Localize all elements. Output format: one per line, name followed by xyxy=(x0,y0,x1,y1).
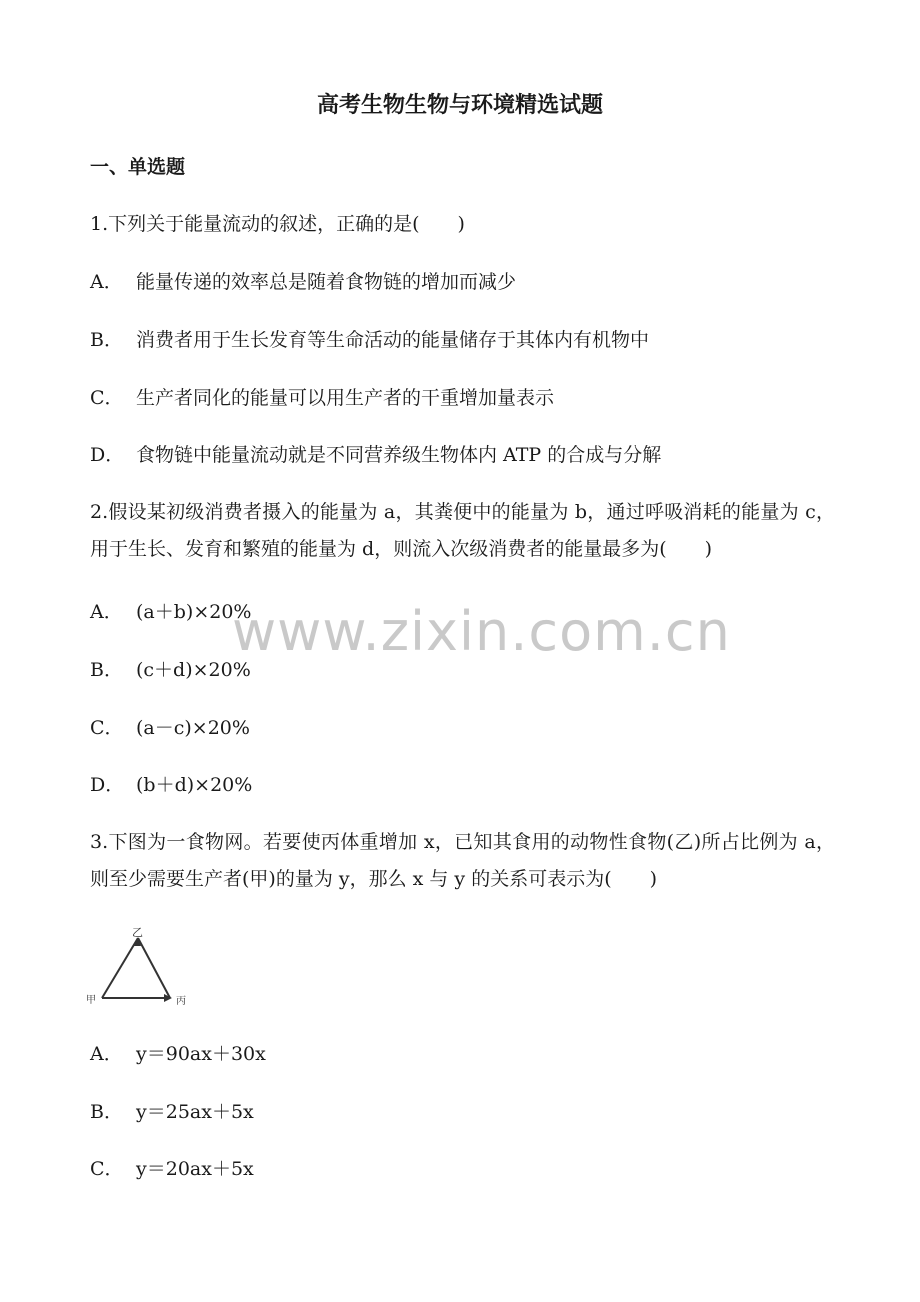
q2-option-a xyxy=(90,600,835,624)
q1-option-a xyxy=(90,270,835,294)
option-text: (c＋d)×20% xyxy=(136,659,251,681)
document-title: 高考生物生物与环境精选试题 xyxy=(316,93,603,118)
q3-option-c xyxy=(90,1157,835,1181)
q2-option-b xyxy=(90,658,835,682)
q2-option-d xyxy=(90,773,835,797)
node-label-left: 甲 xyxy=(86,995,96,1006)
option-letter: A． xyxy=(90,1043,123,1065)
question-1-stem: 1.下列关于能量流动的叙述，正确的是( ) xyxy=(90,213,465,235)
q1-option-b xyxy=(90,328,835,352)
option-letter: D． xyxy=(90,774,125,796)
option-letter: B． xyxy=(90,659,123,681)
option-text: (b＋d)×20% xyxy=(136,774,253,796)
option-text: (a－c)×20% xyxy=(136,717,250,739)
option-letter: C． xyxy=(90,1158,124,1180)
option-letter: C． xyxy=(90,387,124,409)
option-text: 生产者同化的能量可以用生产者的干重增加量表示 xyxy=(136,387,555,409)
option-letter: B． xyxy=(90,329,123,351)
q1-option-c xyxy=(90,386,835,410)
edge-left xyxy=(102,938,138,998)
question-2-stem: 2.假设某初级消费者摄入的能量为 a，其粪便中的能量为 b，通过呼吸消耗的能量为 c，用于生长、发育和繁殖的能量为 d，则流入次级消费者的能量最多为( ) xyxy=(90,501,835,560)
option-letter: B． xyxy=(90,1101,123,1123)
question-3-stem: 3.下图为一食物网。若要使丙体重增加 x，已知其食用的动物性食物(乙)所占比例为 a，则至少需要生产者(甲)的量为 y，那么 x 与 y 的关系可表示为( ) xyxy=(90,831,835,890)
q2-option-c xyxy=(90,716,835,740)
option-letter: A． xyxy=(90,601,123,623)
watermark: www.zixin.com.cn xyxy=(232,600,731,663)
option-letter: C． xyxy=(90,717,124,739)
option-text: 能量传递的效率总是随着食物链的增加而减少 xyxy=(136,271,517,293)
food-web-diagram xyxy=(86,924,196,1014)
option-text: y＝25ax＋5x xyxy=(136,1101,254,1123)
node-label-top: 乙 xyxy=(132,926,143,939)
section-heading: 一、单选题 xyxy=(90,156,186,178)
option-text: (a＋b)×20% xyxy=(136,601,252,623)
option-text: 食物链中能量流动就是不同营养级生物体内 ATP 的合成与分解 xyxy=(136,444,662,466)
q3-option-b xyxy=(90,1100,835,1124)
option-letter: A． xyxy=(90,271,123,293)
q3-option-a xyxy=(90,1042,835,1066)
option-text: y＝20ax＋5x xyxy=(136,1158,254,1180)
q1-option-d xyxy=(90,443,835,467)
node-label-right: 丙 xyxy=(176,996,186,1007)
option-text: y＝90ax＋30x xyxy=(136,1043,266,1065)
edge-right xyxy=(138,938,170,998)
option-letter: D． xyxy=(90,444,125,466)
option-text: 消费者用于生长发育等生命活动的能量储存于其体内有机物中 xyxy=(136,329,650,351)
